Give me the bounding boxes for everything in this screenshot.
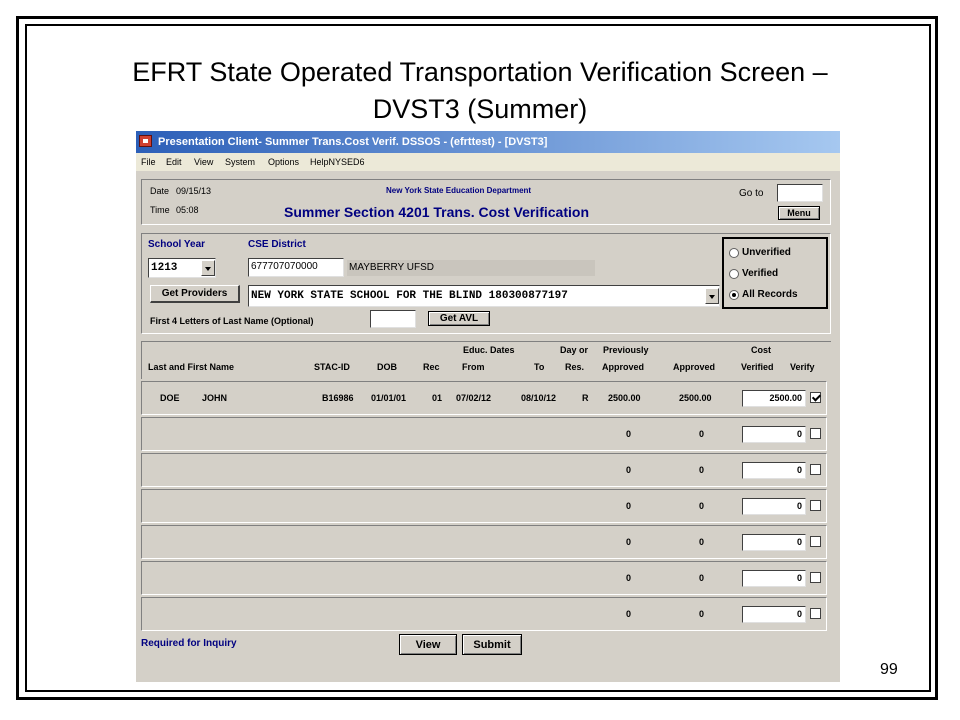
last-name-label: First 4 Letters of Last Name (Optional) bbox=[150, 316, 314, 326]
provider-dropdown-icon[interactable] bbox=[705, 288, 719, 304]
goto-label: Go to bbox=[739, 188, 764, 199]
all-records-label[interactable]: All Records bbox=[742, 289, 798, 300]
menu-file[interactable]: File bbox=[141, 157, 156, 167]
window-title: Presentation Client- Summer Trans.Cost Verif. DSSOS - (efrttest) - [DVST3] bbox=[158, 136, 548, 148]
row-rec: 01 bbox=[432, 393, 443, 403]
menu-edit[interactable]: Edit bbox=[166, 157, 182, 167]
last-name-input[interactable] bbox=[370, 310, 416, 328]
view-button[interactable]: View bbox=[399, 634, 457, 655]
required-note: Required for Inquiry bbox=[141, 638, 237, 649]
verify-checkbox[interactable] bbox=[810, 572, 821, 583]
cse-district-code-input[interactable]: 677707070000 bbox=[248, 258, 344, 277]
row-prev-approved: 0 bbox=[626, 465, 632, 475]
unverified-radio[interactable] bbox=[729, 248, 739, 258]
cost-verified-input[interactable]: 2500.00 bbox=[742, 390, 806, 407]
verify-checkbox[interactable] bbox=[810, 536, 821, 547]
cost-verified-header: Verified bbox=[741, 362, 774, 372]
to-header: To bbox=[534, 362, 545, 372]
row-prev-approved: 0 bbox=[626, 429, 632, 439]
name-header: Last and First Name bbox=[148, 362, 235, 372]
verify-checkbox[interactable] bbox=[810, 428, 821, 439]
row-approved: 0 bbox=[699, 429, 705, 439]
department-name: New York State Education Department bbox=[386, 186, 532, 195]
verify-checkbox[interactable] bbox=[810, 500, 821, 511]
time-label: Time bbox=[150, 205, 170, 215]
school-year-select[interactable]: 1213 bbox=[148, 258, 216, 278]
cse-district-name: MAYBERRY UFSD bbox=[347, 260, 595, 276]
table-row bbox=[141, 597, 827, 631]
prev-approved-header: Approved bbox=[602, 362, 645, 372]
goto-input[interactable] bbox=[777, 184, 823, 202]
slide-title-line1: EFRT State Operated Transportation Verification Screen – bbox=[132, 57, 828, 87]
school-year-dropdown-icon[interactable] bbox=[201, 260, 215, 276]
time-value: 05:08 bbox=[176, 205, 199, 215]
cost-verified-input[interactable]: 0 bbox=[742, 570, 806, 587]
row-from: 07/02/12 bbox=[456, 393, 492, 403]
row-dob: 01/01/01 bbox=[371, 393, 407, 403]
slide-number: 99 bbox=[880, 661, 898, 678]
row-prev-approved: 0 bbox=[626, 573, 632, 583]
get-avl-button[interactable]: Get AVL bbox=[428, 311, 490, 326]
verified-label[interactable]: Verified bbox=[742, 268, 779, 279]
menu-view[interactable]: View bbox=[194, 157, 214, 167]
menu-system[interactable]: System bbox=[225, 157, 256, 167]
verified-radio[interactable] bbox=[729, 269, 739, 279]
menu-button[interactable]: Menu bbox=[778, 206, 820, 220]
previously-header: Previously bbox=[603, 345, 649, 355]
screen-title: Summer Section 4201 Trans. Cost Verification bbox=[284, 204, 589, 220]
approved-header: Approved bbox=[673, 362, 716, 372]
menu-options[interactable]: Options bbox=[268, 157, 300, 167]
table-row bbox=[141, 525, 827, 559]
menu-bar bbox=[136, 153, 840, 171]
dob-header: DOB bbox=[377, 362, 397, 372]
verify-header: Verify bbox=[790, 362, 815, 372]
row-approved: 0 bbox=[699, 537, 705, 547]
slide-title bbox=[40, 54, 920, 128]
row-first-name: JOHN bbox=[202, 393, 228, 403]
table-row bbox=[141, 489, 827, 523]
row-approved: 0 bbox=[699, 501, 705, 511]
row-stac-id: B16986 bbox=[322, 393, 354, 403]
cost-header: Cost bbox=[751, 345, 771, 355]
app-window bbox=[136, 131, 840, 682]
row-prev-approved: 2500.00 bbox=[608, 393, 641, 403]
date-value: 09/15/13 bbox=[176, 186, 212, 196]
window-titlebar bbox=[136, 131, 840, 153]
verify-checkbox[interactable] bbox=[810, 464, 821, 475]
educ-dates-header: Educ. Dates bbox=[463, 345, 515, 355]
status-radio-group bbox=[722, 237, 828, 309]
row-approved: 0 bbox=[699, 465, 705, 475]
row-approved: 0 bbox=[699, 573, 705, 583]
app-icon bbox=[139, 135, 152, 147]
date-label: Date bbox=[150, 186, 170, 196]
cost-verified-input[interactable]: 0 bbox=[742, 606, 806, 623]
stac-id-header: STAC-ID bbox=[314, 362, 350, 372]
header-panel bbox=[141, 179, 831, 225]
provider-select[interactable]: NEW YORK STATE SCHOOL FOR THE BLIND 180300877197 bbox=[248, 285, 720, 307]
table-row bbox=[141, 417, 827, 451]
filter-panel bbox=[141, 233, 831, 334]
row-approved: 0 bbox=[699, 609, 705, 619]
rec-header: Rec bbox=[423, 362, 440, 372]
school-year-label: School Year bbox=[148, 239, 206, 250]
menu-help[interactable]: HelpNYSED6 bbox=[310, 157, 365, 167]
get-providers-button[interactable]: Get Providers bbox=[150, 285, 240, 303]
submit-button[interactable]: Submit bbox=[462, 634, 522, 655]
table-row bbox=[141, 453, 827, 487]
cost-verified-input[interactable]: 0 bbox=[742, 426, 806, 443]
all-records-radio[interactable] bbox=[729, 290, 739, 300]
row-last-name: DOE bbox=[160, 393, 180, 403]
table-row bbox=[141, 561, 827, 595]
row-prev-approved: 0 bbox=[626, 537, 632, 547]
cost-verified-input[interactable]: 0 bbox=[742, 462, 806, 479]
row-approved: 2500.00 bbox=[679, 393, 712, 403]
day-or-header: Day or bbox=[560, 345, 589, 355]
res-header: Res. bbox=[565, 362, 585, 372]
slide-title-line2: DVST3 (Summer) bbox=[372, 94, 588, 124]
row-prev-approved: 0 bbox=[626, 501, 632, 511]
cost-verified-input[interactable]: 0 bbox=[742, 498, 806, 515]
cost-verified-input[interactable]: 0 bbox=[742, 534, 806, 551]
unverified-label[interactable]: Unverified bbox=[742, 247, 791, 258]
from-header: From bbox=[462, 362, 485, 372]
verify-checkbox[interactable] bbox=[810, 392, 821, 403]
verify-checkbox[interactable] bbox=[810, 608, 821, 619]
row-to: 08/10/12 bbox=[521, 393, 557, 403]
row-res: R bbox=[582, 393, 589, 403]
cse-district-label: CSE District bbox=[248, 239, 306, 250]
row-prev-approved: 0 bbox=[626, 609, 632, 619]
results-panel bbox=[136, 338, 836, 628]
table-row bbox=[141, 381, 827, 415]
